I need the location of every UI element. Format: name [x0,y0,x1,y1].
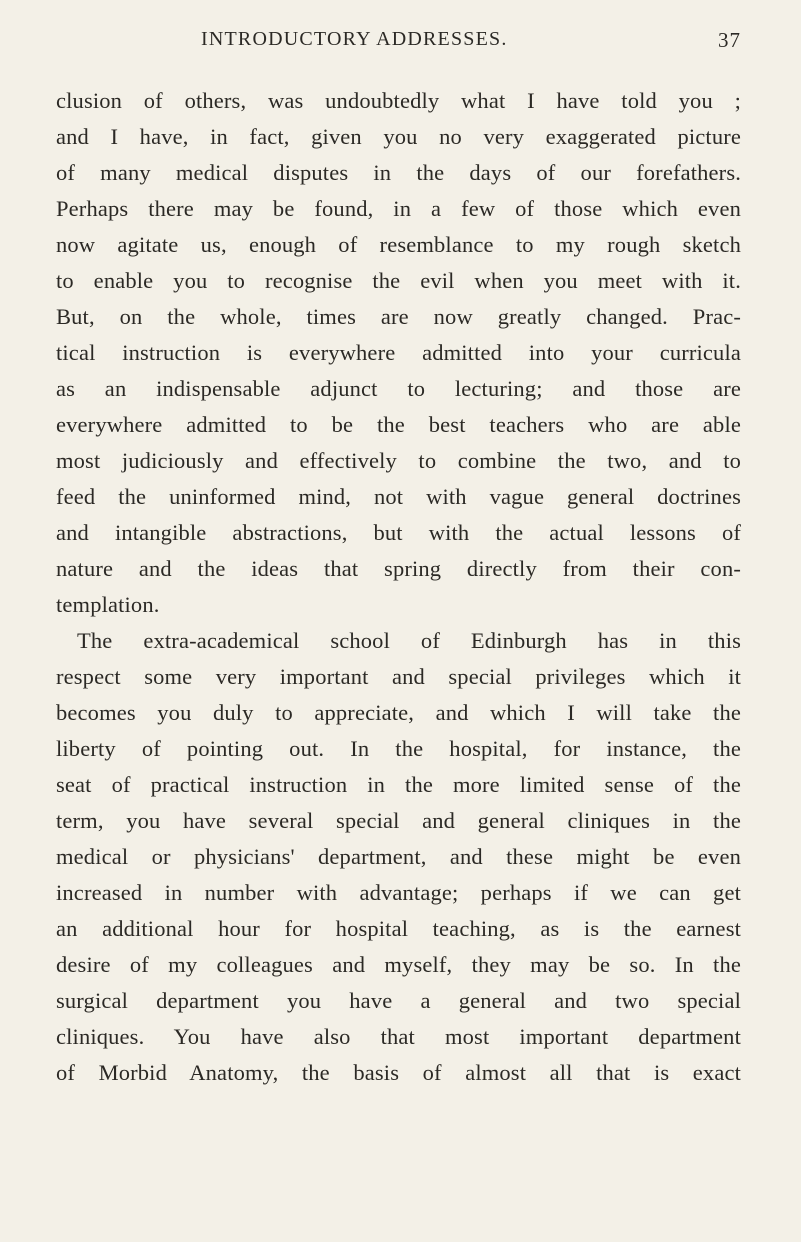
text-line: nature and the ideas that spring directly from their con- [56,556,741,581]
text-line: and intangible abstractions, but with the actual lessons of [56,520,741,545]
text-line: an additional hour for hospital teaching, as is the earnest [56,916,741,941]
running-head-title: INTRODUCTORY ADDRESSES. [201,28,508,50]
text-line: becomes you duly to appreciate, and which I will take the [56,700,741,725]
text-line: now agitate us, enough of resemblance to my rough sketch [56,232,741,257]
text-line: of many medical disputes in the days of our forefathers. [56,160,741,185]
text-line: to enable you to recognise the evil when you meet with it. [56,268,741,293]
body-text [56,83,741,1091]
text-line: feed the uninformed mind, not with vague general doctrines [56,484,741,509]
text-line: everywhere admitted to be the best teachers who are able [56,412,741,437]
text-line: tical instruction is everywhere admitted into your curricula [56,340,741,365]
text-line-paragraph-start: The extra-academical school of Edinburgh has in this [77,628,741,653]
text-line: Perhaps there may be found, in a few of those which even [56,196,741,221]
text-line-paragraph-end: templation. [56,592,160,617]
text-line: surgical department you have a general and two special [56,988,741,1013]
text-line: seat of practical instruction in the more limited sense of the [56,772,741,797]
text-line: and I have, in fact, given you no very exaggerated picture [56,124,741,149]
text-line: cliniques. You have also that most important department [56,1024,741,1049]
text-line: term, you have several special and general cliniques in the [56,808,741,833]
text-line: respect some very important and special privileges which it [56,664,741,689]
text-line: clusion of others, was undoubtedly what I have told you ; [56,88,741,113]
page-number: 37 [718,28,741,52]
text-line: liberty of pointing out. In the hospital, for instance, the [56,736,741,761]
text-line: most judiciously and effectively to combine the two, and to [56,448,741,473]
text-line: as an indispensable adjunct to lecturing; and those are [56,376,741,401]
text-line: increased in number with advantage; perhaps if we can get [56,880,741,905]
text-line: medical or physicians' department, and these might be even [56,844,741,869]
text-line: desire of my colleagues and myself, they may be so. In the [56,952,741,977]
text-line: of Morbid Anatomy, the basis of almost all that is exact [56,1060,741,1085]
text-line: But, on the whole, times are now greatly changed. Prac- [56,304,741,329]
running-head [56,28,741,58]
